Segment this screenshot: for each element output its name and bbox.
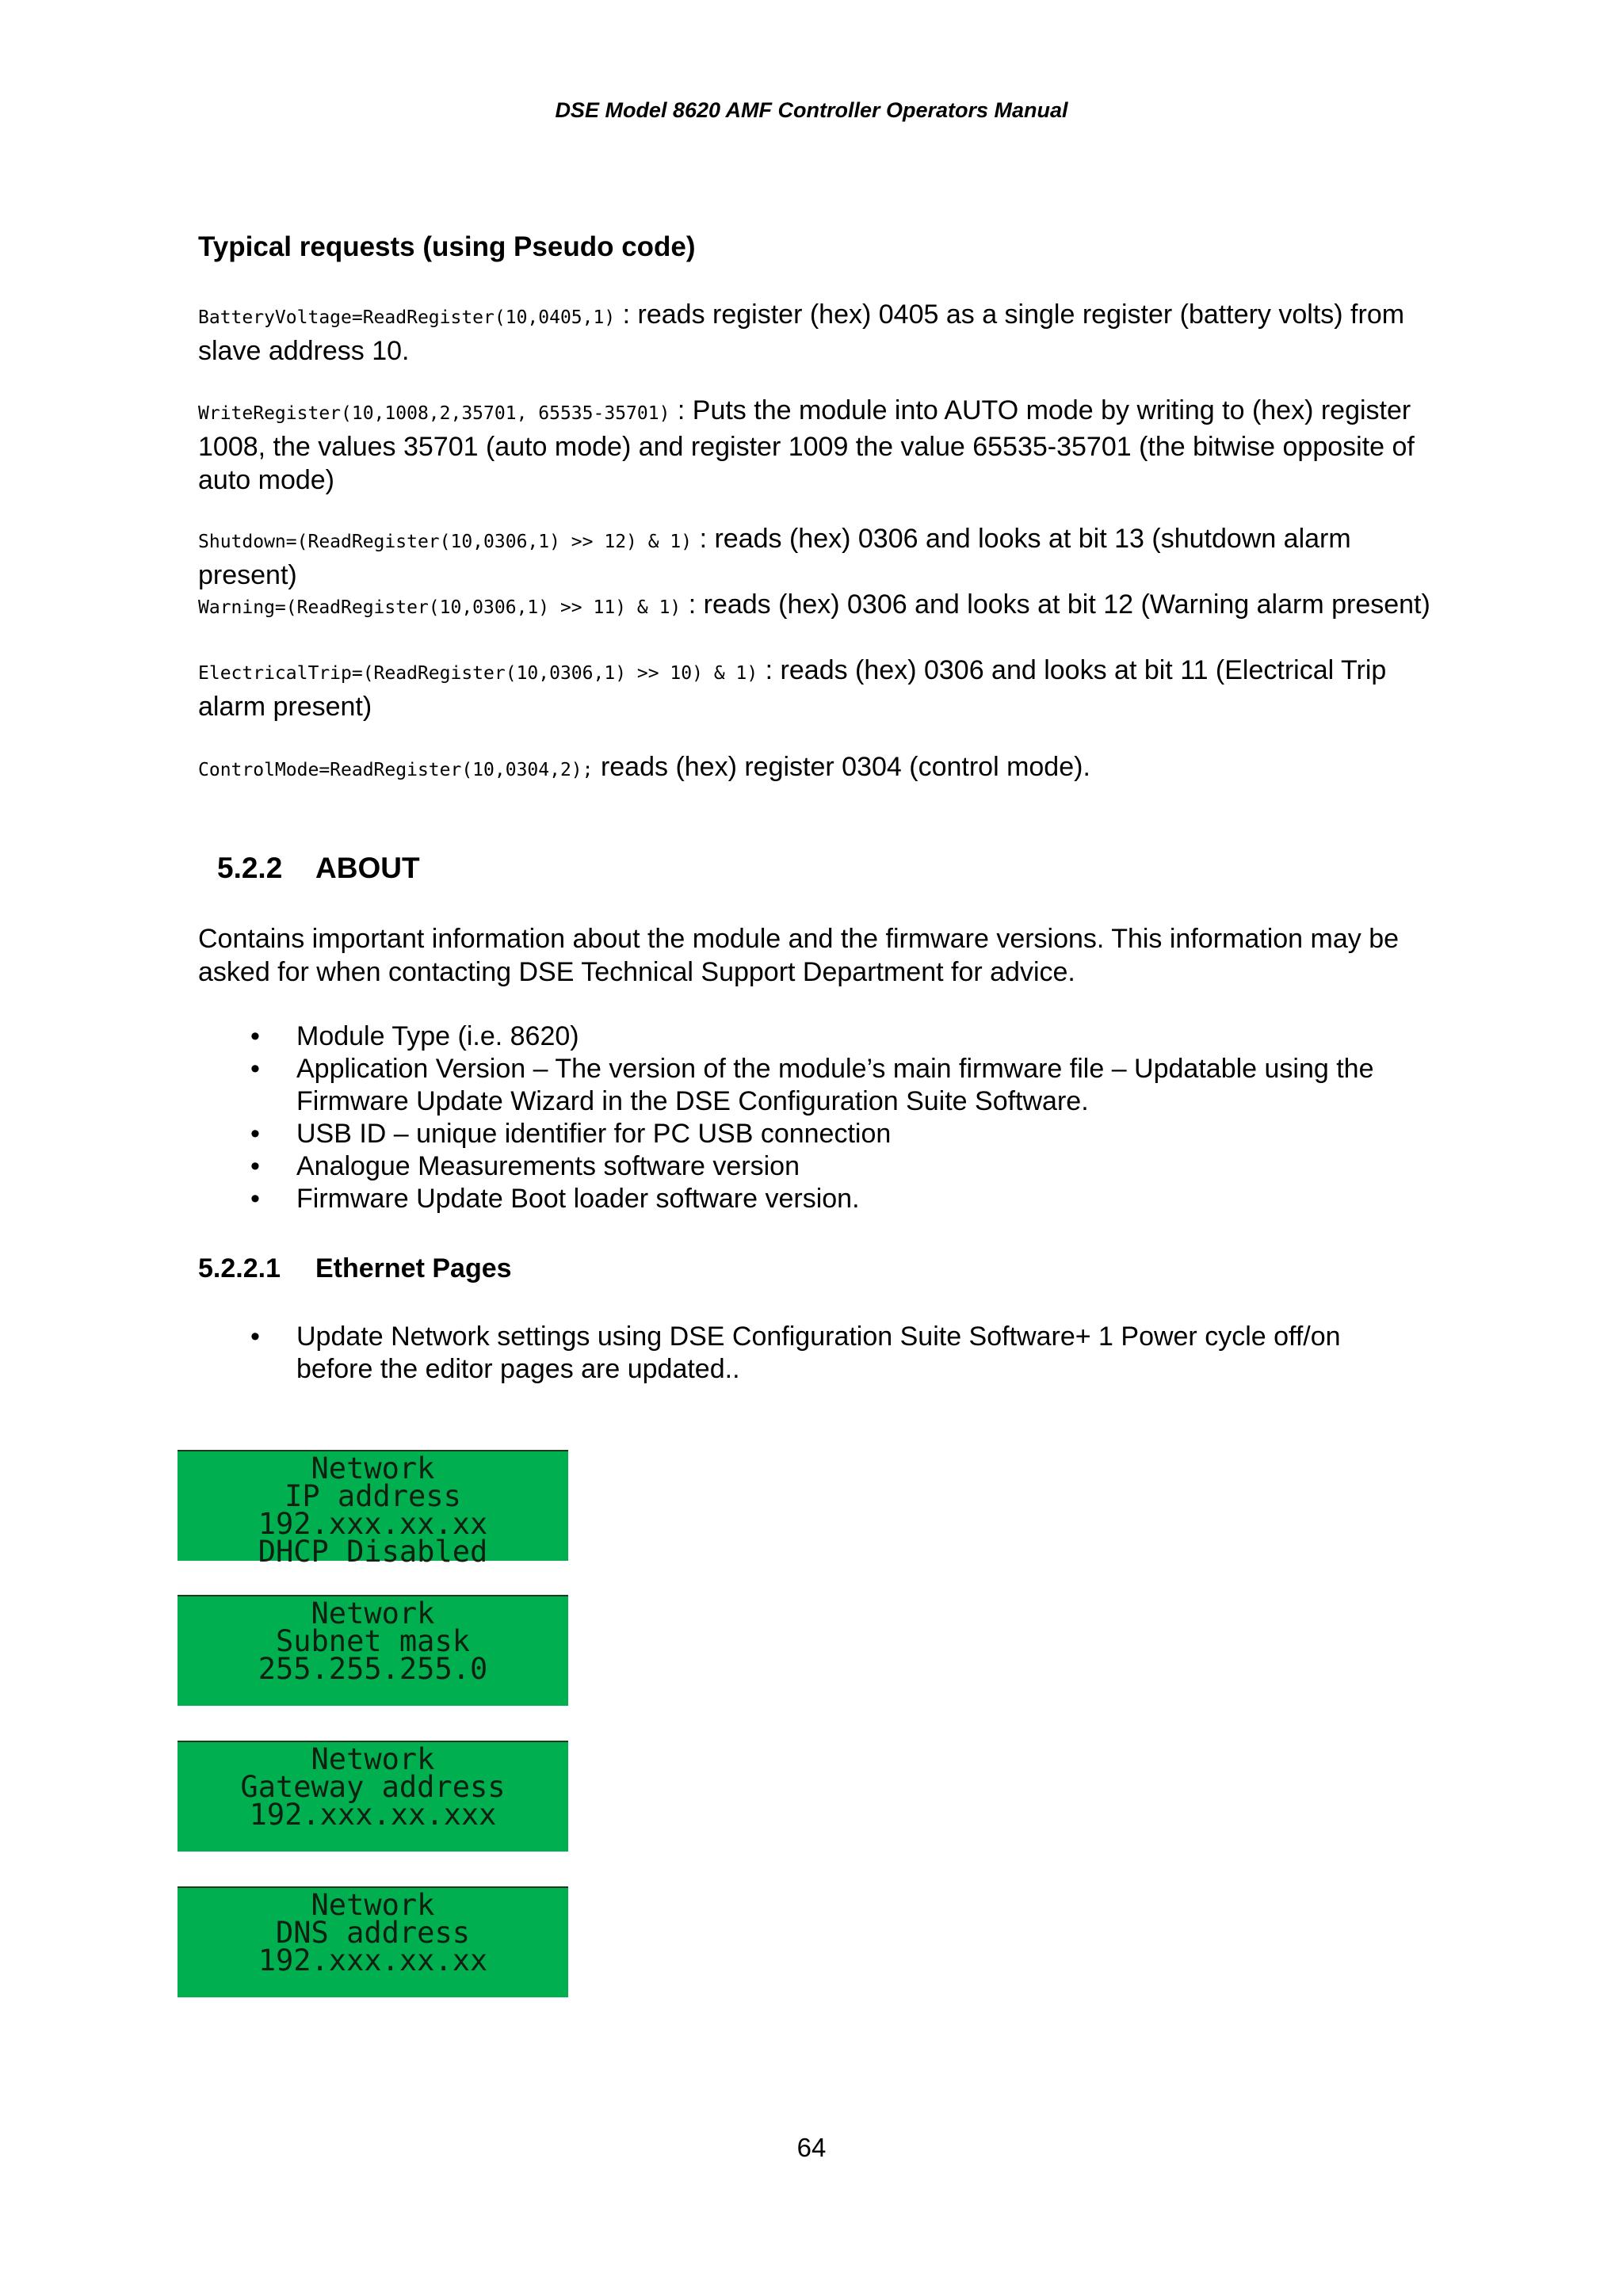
bullet-icon: •	[250, 1054, 260, 1084]
lcd-line: Network	[311, 1596, 435, 1630]
ethernet-bullet-list	[246, 1321, 1419, 1386]
request-battery-voltage	[198, 298, 1434, 368]
request-description: : Puts the module into AUTO mode by writing to (hex) register 1008, the values 35701 (auto mode) and register 1009 the value 65535-35701 (the bitwise opposite of auto mode)	[198, 395, 1415, 495]
bullet-icon: •	[250, 1322, 260, 1352]
lcd-screen-subnet-mask	[178, 1595, 568, 1706]
list-item: • Application Version – The version of the module’s main firmware file – Updatable using the Firmware Update Wizard in the DSE Configuration Suite Software.	[250, 1054, 1374, 1116]
lcd-line: Network	[311, 1742, 435, 1776]
section-number: 5.2.2	[217, 852, 283, 884]
lcd-line: Subnet mask	[275, 1624, 471, 1658]
bullet-icon: •	[250, 1151, 260, 1181]
lcd-line: IP address	[285, 1479, 461, 1513]
code-snippet: ElectricalTrip=(ReadRegister(10,0306,1) >> 10) & 1)	[198, 663, 758, 684]
typical-requests-heading: Typical requests (using Pseudo code)	[198, 231, 696, 262]
code-snippet: ControlMode=ReadRegister(10,0304,2);	[198, 760, 594, 780]
request-electrical-trip	[198, 654, 1434, 723]
lcd-line: 192.xxx.xx.xxx	[249, 1798, 497, 1832]
ethernet-pages-heading	[198, 1253, 512, 1284]
lcd-line: 255.255.255.0	[258, 1652, 488, 1686]
request-warning	[198, 588, 1434, 624]
bullet-icon: •	[250, 1021, 260, 1051]
request-shutdown	[198, 522, 1434, 592]
section-title: ABOUT	[315, 852, 420, 884]
lcd-screen-ip-address	[178, 1450, 568, 1569]
request-description: reads (hex) register 0304 (control mode).	[593, 752, 1090, 782]
request-description: : reads register (hex) 0405 as a single register (battery volts) from slave address 10.	[198, 299, 1405, 366]
list-item: • Analogue Measurements software version	[250, 1151, 800, 1181]
section-number: 5.2.2.1	[198, 1253, 281, 1283]
lcd-line: Gateway address	[240, 1770, 506, 1804]
code-snippet: Shutdown=(ReadRegister(10,0306,1) >> 12) & 1)	[198, 532, 693, 552]
list-item: • Module Type (i.e. 8620)	[250, 1021, 579, 1051]
bullet-icon: •	[250, 1119, 260, 1149]
lcd-line: Network	[311, 1888, 435, 1922]
request-write-register	[198, 394, 1434, 497]
lcd-line: Network	[311, 1451, 435, 1486]
about-bullet-list	[246, 1020, 1419, 1215]
list-item: • USB ID – unique identifier for PC USB connection	[250, 1119, 892, 1149]
page-number: 64	[796, 2133, 827, 2162]
request-description: : reads (hex) 0306 and looks at bit 11 (Electrical Trip alarm present)	[198, 655, 1387, 722]
running-header: DSE Model 8620 AMF Controller Operators Manual	[555, 98, 1068, 122]
request-description: : reads (hex) 0306 and looks at bit 12 (Warning alarm present)	[681, 589, 1430, 620]
about-section-heading	[217, 852, 420, 885]
request-control-mode	[198, 750, 1434, 787]
code-snippet: Warning=(ReadRegister(10,0306,1) >> 11) & 1)	[198, 597, 682, 618]
bullet-icon: •	[250, 1184, 260, 1214]
lcd-line: DHCP Disabled	[258, 1535, 488, 1569]
code-snippet: WriteRegister(10,1008,2,35701, 65535-35701)	[198, 403, 670, 424]
lcd-line: DNS address	[275, 1916, 471, 1950]
lcd-screen-dns-address	[178, 1886, 568, 1997]
list-item: • Update Network settings using DSE Configuration Suite Software+ 1 Power cycle off/on before the editor pages are updated..	[250, 1322, 1341, 1384]
request-description: : reads (hex) 0306 and looks at bit 13 (shutdown alarm present)	[198, 524, 1351, 590]
code-snippet: BatteryVoltage=ReadRegister(10,0405,1)	[198, 307, 616, 328]
lcd-line: 192.xxx.xx.xx	[258, 1943, 488, 1978]
lcd-screen-gateway-address	[178, 1741, 568, 1852]
list-item: • Firmware Update Boot loader software version.	[250, 1184, 860, 1214]
lcd-line: 192.xxx.xx.xx	[258, 1507, 488, 1541]
section-title: Ethernet Pages	[315, 1253, 512, 1283]
about-intro: Contains important information about the module and the firmware versions. This information may be asked for when contacting DSE Technical Support Department for advice.	[198, 924, 1400, 987]
